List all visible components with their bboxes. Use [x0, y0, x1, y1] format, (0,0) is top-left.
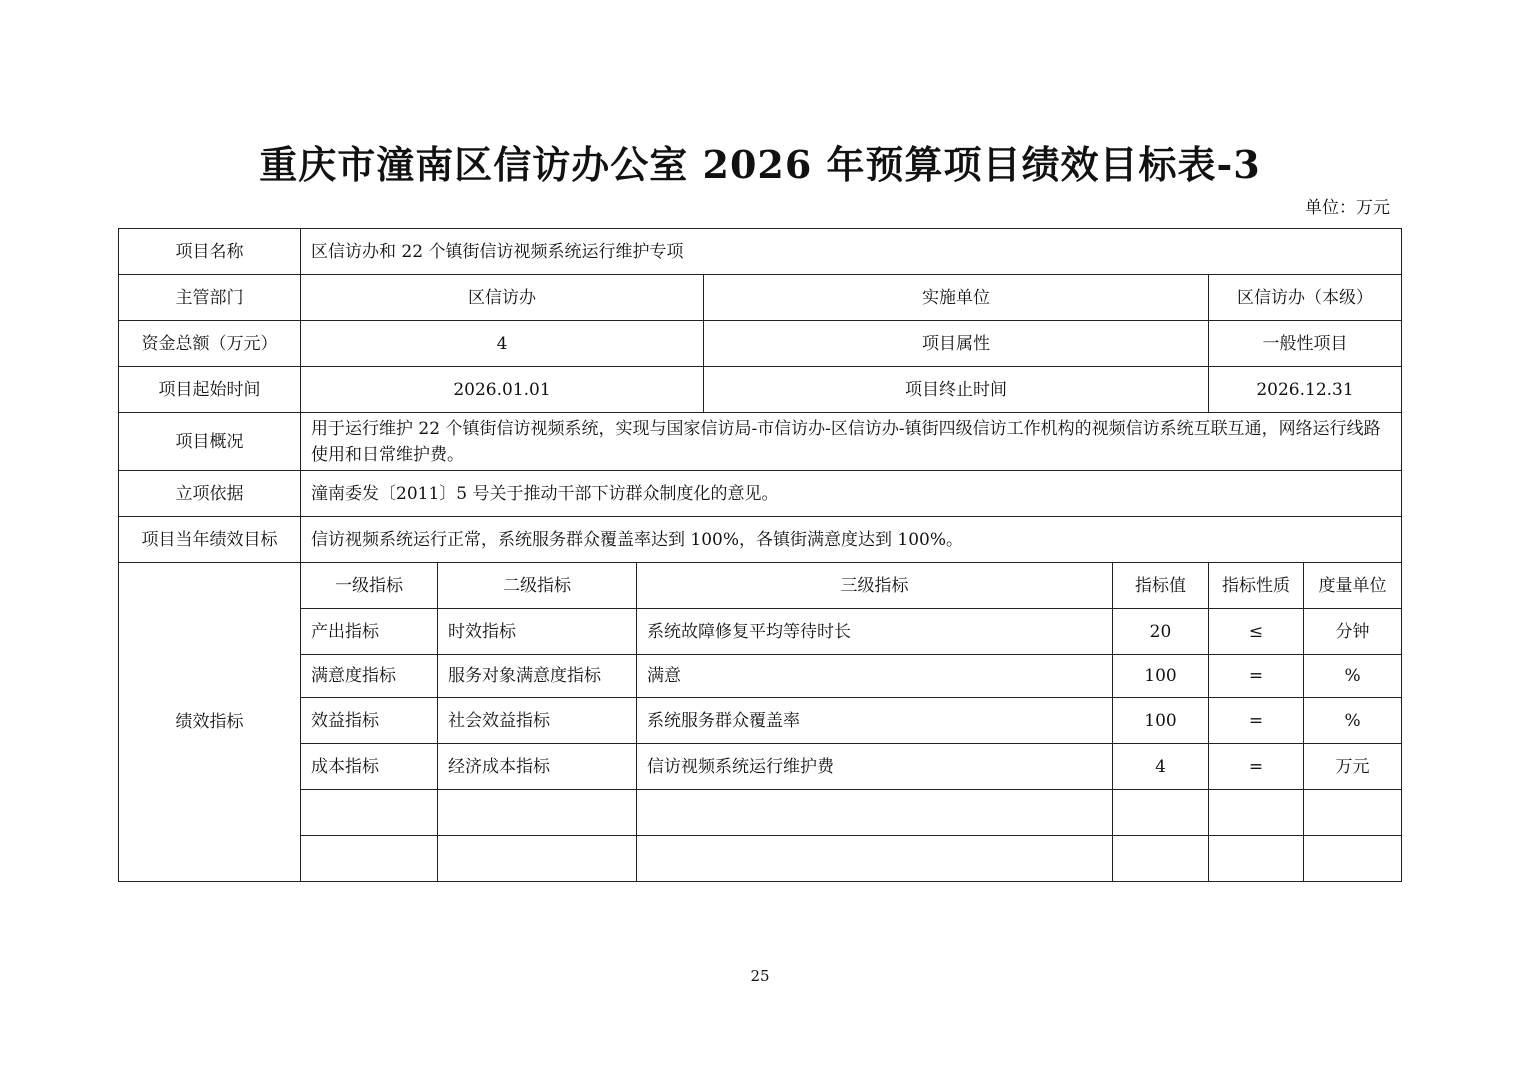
row-basis	[119, 471, 1402, 517]
perf-header-row	[119, 563, 1402, 609]
perf-unit: 万元	[1304, 744, 1402, 790]
perf-header-unit: 度量单位	[1304, 563, 1402, 609]
perf-unit: %	[1304, 698, 1402, 744]
perf-unit: 分钟	[1304, 609, 1402, 655]
perf-level1	[301, 790, 438, 836]
perf-value	[1113, 790, 1209, 836]
perf-nature: =	[1209, 744, 1304, 790]
start-value: 2026.01.01	[301, 367, 704, 413]
perf-unit	[1304, 836, 1402, 882]
table-row	[119, 836, 1402, 882]
perf-label: 绩效指标	[119, 563, 301, 882]
row-goal	[119, 517, 1402, 563]
perf-nature	[1209, 790, 1304, 836]
unit-label: 单位：万元	[1305, 198, 1390, 218]
perf-unit: %	[1304, 655, 1402, 698]
attr-value: 一般性项目	[1209, 321, 1402, 367]
perf-level2	[438, 836, 637, 882]
table-row	[119, 655, 1402, 698]
start-label: 项目起始时间	[119, 367, 301, 413]
row-time	[119, 367, 1402, 413]
row-fund	[119, 321, 1402, 367]
perf-nature: =	[1209, 655, 1304, 698]
perf-value: 20	[1113, 609, 1209, 655]
perf-value: 100	[1113, 698, 1209, 744]
dept-label: 主管部门	[119, 275, 301, 321]
end-label: 项目终止时间	[704, 367, 1209, 413]
table-row	[119, 609, 1402, 655]
dept-value: 区信访办	[301, 275, 704, 321]
basis-label: 立项依据	[119, 471, 301, 517]
fund-label: 资金总额（万元）	[119, 321, 301, 367]
project-name-label: 项目名称	[119, 229, 301, 275]
attr-label: 项目属性	[704, 321, 1209, 367]
perf-level2: 时效指标	[438, 609, 637, 655]
perf-nature	[1209, 836, 1304, 882]
impl-value: 区信访办（本级）	[1209, 275, 1402, 321]
perf-level2: 服务对象满意度指标	[438, 655, 637, 698]
perf-unit	[1304, 790, 1402, 836]
table-row	[119, 744, 1402, 790]
impl-label: 实施单位	[704, 275, 1209, 321]
row-overview	[119, 413, 1402, 471]
table-row	[119, 790, 1402, 836]
perf-level2: 经济成本指标	[438, 744, 637, 790]
perf-header-nature: 指标性质	[1209, 563, 1304, 609]
perf-level3: 系统服务群众覆盖率	[637, 698, 1113, 744]
perf-level1: 成本指标	[301, 744, 438, 790]
perf-level1: 效益指标	[301, 698, 438, 744]
end-value: 2026.12.31	[1209, 367, 1402, 413]
fund-value: 4	[301, 321, 704, 367]
perf-header-level1: 一级指标	[301, 563, 438, 609]
budget-performance-table	[118, 228, 1402, 882]
perf-level3: 系统故障修复平均等待时长	[637, 609, 1113, 655]
overview-value: 用于运行维护 22 个镇街信访视频系统，实现与国家信访局-市信访办-区信访办-镇街四级信访工作机构的视频信访系统互联互通，网络运行线路使用和日常维护费。	[301, 413, 1402, 471]
perf-level1: 产出指标	[301, 609, 438, 655]
perf-level3: 信访视频系统运行维护费	[637, 744, 1113, 790]
perf-nature: =	[1209, 698, 1304, 744]
perf-level1	[301, 836, 438, 882]
perf-value: 4	[1113, 744, 1209, 790]
perf-value: 100	[1113, 655, 1209, 698]
perf-level2	[438, 790, 637, 836]
row-department	[119, 275, 1402, 321]
basis-value: 潼南委发〔2011〕5 号关于推动干部下访群众制度化的意见。	[301, 471, 1402, 517]
perf-level3: 满意	[637, 655, 1113, 698]
goal-value: 信访视频系统运行正常，系统服务群众覆盖率达到 100%，各镇街满意度达到 100%。	[301, 517, 1402, 563]
perf-nature: ≤	[1209, 609, 1304, 655]
project-name-value: 区信访办和 22 个镇街信访视频系统运行维护专项	[301, 229, 1402, 275]
perf-value	[1113, 836, 1209, 882]
overview-label: 项目概况	[119, 413, 301, 471]
page-title: 重庆市潼南区信访办公室 2026 年预算项目绩效目标表-3	[259, 142, 1261, 187]
perf-level1: 满意度指标	[301, 655, 438, 698]
perf-level3	[637, 836, 1113, 882]
perf-level3	[637, 790, 1113, 836]
perf-header-level3: 三级指标	[637, 563, 1113, 609]
table-row	[119, 698, 1402, 744]
perf-header-level2: 二级指标	[438, 563, 637, 609]
perf-level2: 社会效益指标	[438, 698, 637, 744]
page-number: 25	[750, 967, 770, 985]
perf-header-value: 指标值	[1113, 563, 1209, 609]
row-project-name	[119, 229, 1402, 275]
goal-label: 项目当年绩效目标	[119, 517, 301, 563]
